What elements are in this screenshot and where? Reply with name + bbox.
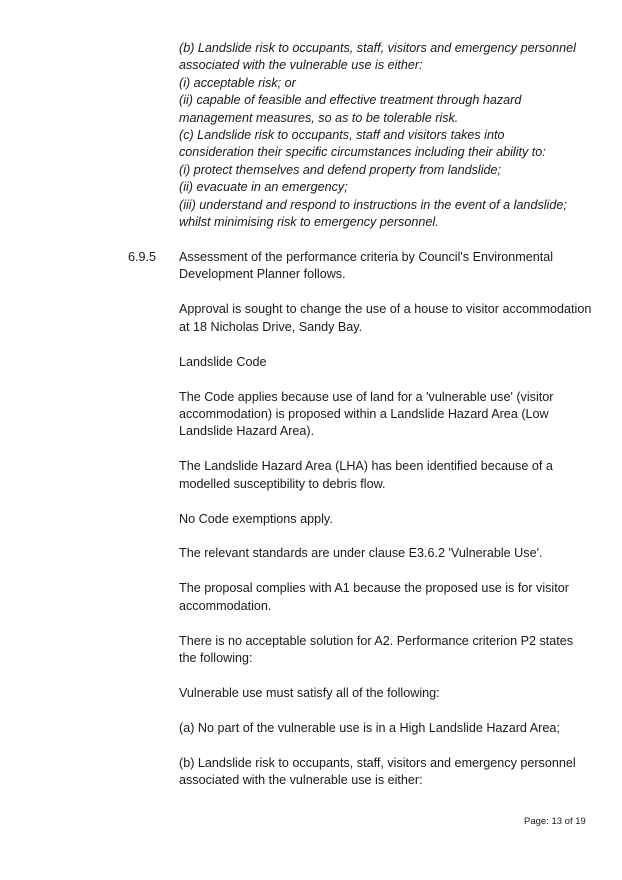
paragraph <box>179 458 599 493</box>
criteria-line: consideration their specific circumstances including their ability to: <box>179 145 546 160</box>
criteria-line: (i) acceptable risk; or <box>179 75 296 90</box>
criteria-line: management measures, so as to be tolerable risk. <box>179 110 459 125</box>
paragraph <box>179 389 599 441</box>
paragraph-line: (b) Landslide risk to occupants, staff, visitors and emergency personnel <box>179 755 576 770</box>
page-number-footer: Page: 13 of 19 <box>524 816 586 827</box>
quoted-performance-criteria <box>179 40 599 231</box>
paragraph-line: The Code applies because use of land for a 'vulnerable use' (visitor <box>179 389 554 404</box>
paragraph-line: The relevant standards are under clause E3.6.2 'Vulnerable Use'. <box>179 546 543 561</box>
criteria-line: (ii) evacuate in an emergency; <box>179 180 348 195</box>
paragraph-line: the following: <box>179 651 253 666</box>
criteria-line: (ii) capable of feasible and effective treatment through hazard <box>179 93 522 108</box>
paragraph-line: There is no acceptable solution for A2. Performance criterion P2 states <box>179 633 574 648</box>
criteria-line: whilst minimising risk to emergency personnel. <box>179 215 439 230</box>
paragraph-line: Approval is sought to change the use of a house to visitor accommodation <box>179 302 592 317</box>
criteria-line: (c) Landslide risk to occupants, staff and visitors takes into <box>179 128 505 143</box>
paragraph-line: Assessment of the performance criteria by Council's Environmental <box>179 250 554 264</box>
paragraph-line: (a) No part of the vulnerable use is in a High Landslide Hazard Area; <box>179 720 560 735</box>
paragraph-line: modelled susceptibility to debris flow. <box>179 476 386 491</box>
section-body <box>179 249 599 790</box>
paragraph <box>179 354 599 371</box>
paragraph-line: accommodation) is proposed within a Landslide Hazard Area (Low <box>179 406 549 421</box>
paragraph-line: at 18 Nicholas Drive, Sandy Bay. <box>179 319 363 334</box>
paragraph-line: Vulnerable use must satisfy all of the following: <box>179 686 440 700</box>
paragraph <box>179 545 599 562</box>
paragraph-line: Landslide Hazard Area). <box>179 424 315 439</box>
paragraph-line: The proposal complies with A1 because the proposed use is for visitor <box>179 581 569 596</box>
paragraph <box>179 249 599 284</box>
paragraph <box>179 511 599 528</box>
criteria-line: (iii) understand and respond to instructions in the event of a landslide; <box>179 197 567 212</box>
paragraph <box>179 580 599 615</box>
paragraph <box>179 685 599 702</box>
criteria-line: (b) Landslide risk to occupants, staff, visitors and emergency personnel <box>179 41 576 55</box>
paragraph <box>179 720 599 737</box>
paragraph-line: associated with the vulnerable use is either: <box>179 773 423 788</box>
paragraph <box>179 633 599 668</box>
criteria-line: associated with the vulnerable use is either: <box>179 58 423 73</box>
section-number: 6.9.5 <box>128 250 157 264</box>
paragraph-line: The Landslide Hazard Area (LHA) has been identified because of a <box>179 459 553 474</box>
paragraph-line: Landslide Code <box>179 354 267 369</box>
paragraph-line: accommodation. <box>179 598 272 613</box>
criteria-line: (i) protect themselves and defend property from landslide; <box>179 162 502 177</box>
paragraph-line: No Code exemptions apply. <box>179 511 333 526</box>
paragraph <box>179 301 599 336</box>
paragraph <box>179 755 599 790</box>
paragraph-line: Development Planner follows. <box>179 267 346 282</box>
